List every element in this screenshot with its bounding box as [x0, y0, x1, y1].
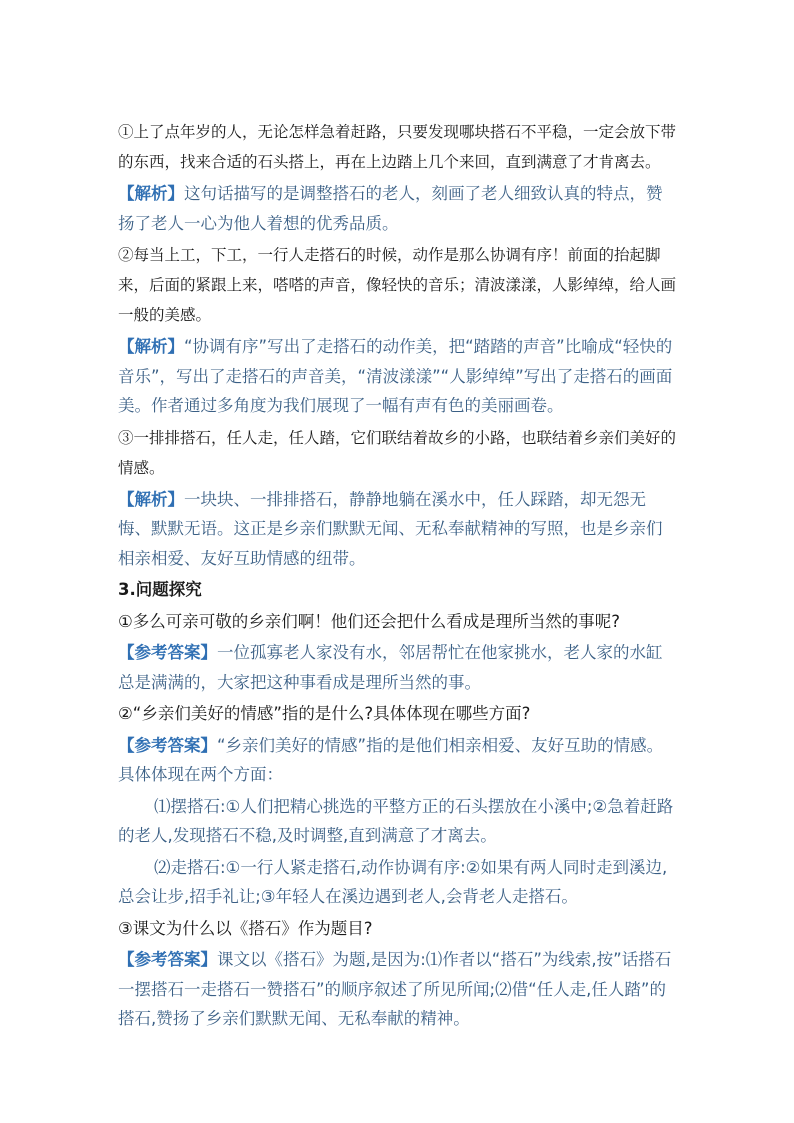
- answer-2-point-1: ⑴摆搭石:①人们把精心挑选的平整方正的石头摆放在小溪中;②急着赶路的老人,发现搭石不稳,及时调整,直到满意了才离去。: [118, 796, 674, 845]
- section-heading: 3.问题探究: [118, 580, 202, 599]
- answer-2-point-2: ⑵走搭石:①一行人紧走搭石,动作协调有序:②如果有两人同时走到溪边,总会让步,招手礼让;③年轻人在溪边遇到老人,会背老人走搭石。: [118, 857, 668, 906]
- analysis-text: “协调有序”写出了走搭石的动作美，把“踏踏的声音”比喻成“轻快的音乐”，写出了走搭石的声音美，“清波漾漾”“人影绰绰”写出了走搭石的画面美。作者通过多角度为我们展现了一幅有声有色的美丽画卷。: [118, 337, 673, 415]
- analysis-tag: 【解析】: [118, 489, 184, 509]
- answer-text: 课文以《搭石》为题,是因为:⑴作者以“搭石”为线索,按”话搭石一摆搭石一走搭石一赞搭石”的顺序叙述了所见所闻;⑵借“任人走,任人踏”的搭石,赞扬了乡亲们默默无闻、无私奉献的精神。: [118, 950, 672, 1028]
- answer-tag: 【参考答案】: [118, 950, 217, 969]
- analysis-text: 一块块、一排排搭石，静静地躺在溪水中，任人踩踏，却无怨无悔、默默无语。这正是乡亲们默默无闻、无私奉献精神的写照，也是乡亲们相亲相爱、友好互助情感的纽带。: [118, 489, 663, 568]
- analysis-tag: 【解析】: [118, 337, 184, 356]
- analysis-tag: 【解析】: [118, 184, 184, 203]
- quote-2: ②每当上工，下工，一行人走搭石的时候，动作是那么协调有序！前面的抬起脚来，后面的紧跟上来，嗒嗒的声音，像轻快的音乐；清波漾漾，人影绰绰，给人画一般的美感。: [118, 246, 677, 324]
- answer-tag: 【参考答案】: [118, 735, 217, 755]
- quote-3: ③一排排搭石，任人走，任人踏，它们联结着故乡的小路，也联结着乡亲们美好的情感。: [118, 428, 677, 477]
- analysis-3: [118, 485, 678, 574]
- question-3: ③课文为什么以《搭石》作为题目?: [118, 918, 373, 938]
- answer-tag: 【参考答案】: [118, 643, 217, 662]
- analysis-text: 这句话描写的是调整搭石的老人，刻画了老人细致认真的特点，赞扬了老人一心为他人着想的优秀品质。: [118, 184, 663, 233]
- answer-text: “乡亲们美好的情感”指的是他们相亲相爱、友好互助的情感。具体体现在两个方面：: [118, 735, 664, 784]
- question-2: ②“乡亲们美好的情感”指的是什么?具体体现在哪些方面?: [118, 704, 531, 723]
- quote-1: ①上了点年岁的人，无论怎样急着赶路，只要发现哪块搭石不平稳，一定会放下带的东西，找来合适的石头搭上，再在上边踏上几个来回，直到满意了才肯离去。: [118, 123, 677, 171]
- answer-1: [118, 638, 678, 697]
- question-1: ①多么可亲可敬的乡亲们啊！他们还会把什么看成是理所当然的事呢?: [118, 611, 621, 631]
- answer-3: [118, 945, 678, 1034]
- analysis-2: [118, 332, 678, 421]
- answer-text: 一位孤寡老人家没有水，邻居帮忙在他家挑水，老人家的水缸总是满满的，大家把这种事看成是理所当然的事。: [118, 643, 663, 692]
- answer-2: [118, 731, 678, 790]
- analysis-1: [118, 179, 678, 238]
- document-page: [118, 118, 678, 1036]
